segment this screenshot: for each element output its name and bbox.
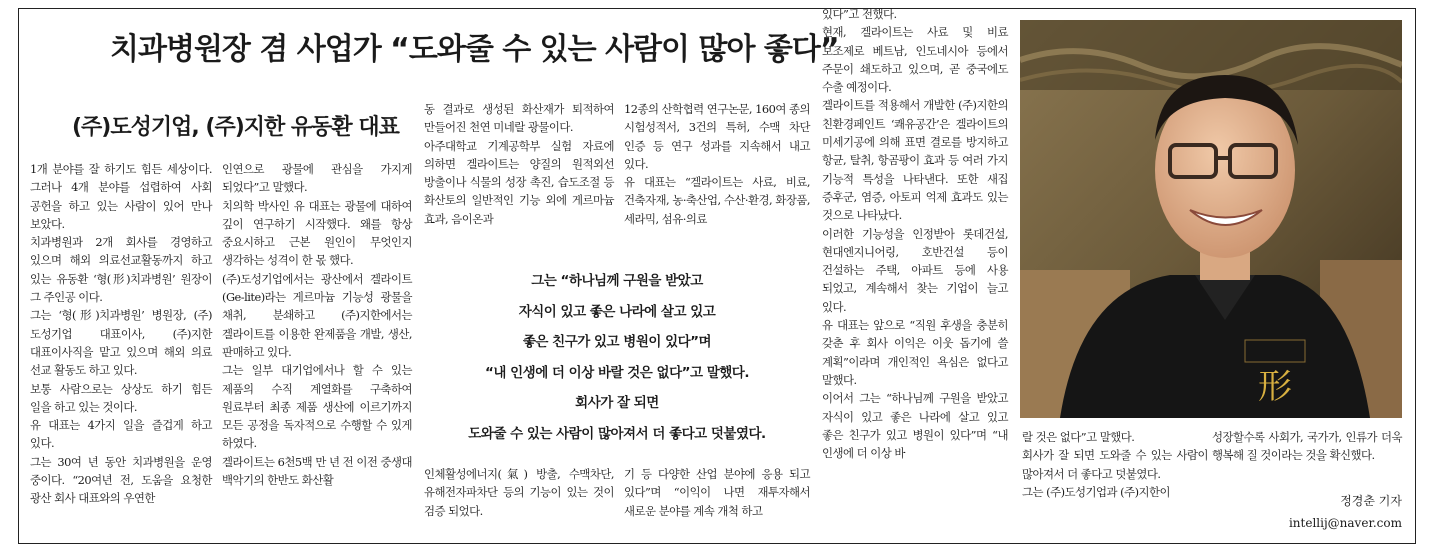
paragraph: 이러한 기능성을 인정받아 롯데건설, 현대엔지니어링, 호반건설 등이 건설하는 주택, 아파트 등에 사용 되었고, 계속해서 찾는 기업이 늘고 있다.	[822, 226, 1008, 314]
pull-quote-line: 회사가 잘 되면	[575, 395, 659, 411]
paragraph: 보통 사람으로는 상상도 하기 힘든 일을 하고 있는 것이다.	[30, 381, 212, 414]
paragraph: 겔라이트를 적용해서 개발한 (주)지한의 친환경페인트 ‘쾌유공간’은 겔라이트의 미세기공에 의해 표면 결로를 방지하고 항균, 탈취, 항곰팡이 효과 등 여러 가지 기능적 특성을 나타낸다. 또한 새집 증후군, 염증, 아토피 억제 효과도 있는 것으로 나타났다.	[822, 98, 1008, 223]
pull-quote-line: 도와줄 수 있는 사람이 많아져서 더 좋다고 덧붙였다.	[468, 425, 766, 442]
body-column-7	[1212, 428, 1402, 465]
headline: 치과병원장 겸 사업가 “도와줄 수 있는 사람이 많아 좋다”	[110, 32, 839, 67]
paragraph: 동 결과로 생성된 화산재가 퇴적하여 만들어진 천연 미네랄 광물이다.	[424, 102, 614, 135]
paragraph: 유 대표는 “겔라이트는 사료, 비료, 건축자재, 농·축산업, 수산·환경, 화장품, 세라믹, 섬유·의료	[624, 175, 810, 226]
paragraph: 1개 분야를 잘 하기도 힘든 세상이다. 그러나 4개 분야를 섭렵하여 사회 공헌을 하고 있는 사람이 있어 만나 보았다.	[30, 162, 212, 231]
paragraph: 유 대표는 4가지 일을 즐겁게 하고 있다.	[30, 418, 212, 451]
paragraph: 성장할수록 사회가, 국가가, 인류가 더욱 행복해 질 것이라는 것을 확신했다.	[1212, 430, 1402, 463]
paragraph: 겔라이트는 6천5백 만 년 전 이전 중생대 백악기의 한반도 화산활	[222, 454, 412, 488]
body-column-5	[822, 5, 1008, 462]
paragraph: (주)도성기업에서는 광산에서 겔라이트(Ge-lite)라는 게르마늄 기능성 광물을 채취, 분쇄하고 (주)지한에서는 겔라이트를 이용한 완제품을 개발, 생산, 판매하고 있다.	[222, 271, 412, 359]
paragraph: 치과병원과 2개 회사를 경영하고 있으며 해외 의료선교활동까지 하고 있는 유동환 ‘형(形)치과병원’ 원장이 그 주인공 이다.	[30, 235, 212, 305]
portrait-photo	[1020, 20, 1402, 418]
reporter-email: intellij@naver.com	[1288, 516, 1402, 530]
paragraph: 아주대학교 기계공학부 실험 자료에 의하면 겔라이트는 양질의 원적외선 방출이나 식물의 성장 촉진, 습도조절 등 화산토의 일반적인 기능 외에 게르마늄 효과, 음이온과	[424, 138, 614, 226]
paragraph: 있다”고 전했다.	[822, 7, 897, 21]
paragraph: 기 등 다양한 산업 분야에 응용 되고 있다”며 “이익이 나면 재투자해서 새로운 분야를 계속 개척 하고	[624, 467, 810, 518]
body-column-4	[624, 100, 810, 228]
paragraph: 이어서 그는 “하나님께 구원을 받았고 자식이 있고 좋은 나라에 살고 있고 좋은 친구가 있고 병원이 있다”며 “내 인생에 더 이상 바	[822, 391, 1008, 461]
body-column-1	[30, 160, 212, 508]
portrait-illustration	[1020, 20, 1402, 418]
reporter-name: 정경춘 기자	[1340, 494, 1402, 508]
byline: (주)도성기업, (주)지한 유동환 대표	[72, 115, 399, 140]
paragraph: 랄 것은 없다”고 말했다.	[1022, 430, 1135, 444]
pull-quote-line: 자식이 있고 좋은 나라에 살고 있고	[518, 303, 716, 320]
paragraph: 인연으로 광물에 관심을 가지게 되었다”고 말했다.	[222, 162, 412, 195]
paragraph: 유 대표는 앞으로 “직원 후생을 충분히 갖춘 후 회사 이익은 이웃 돕기에 쓸 계획”이라며 개인적인 욕심은 없다고 말했다.	[822, 318, 1008, 387]
paragraph: 12종의 산학협력 연구논문, 160여 종의 시험성적서, 3건의 특허, 수맥 차단 인증 등 연구 성과를 지속해서 내고 있다.	[624, 102, 810, 171]
pull-quote-line: 그는 “하나님께 구원을 받았고	[531, 273, 703, 289]
pull-quote-line: 좋은 친구가 있고 병원이 있다”며	[522, 334, 712, 350]
body-column-4-bottom	[624, 465, 810, 520]
paragraph: 그는 30여 년 동안 치과병원을 운영 중이다. “20여년 전, 도움을 요청한 광산 회사 대표와의 우연한	[30, 454, 212, 506]
paragraph: 회사가 잘 되면 도와줄 수 있는 사람이 많아져서 더 좋다고 덧붙였다.	[1022, 448, 1208, 481]
pull-quote-line: “내 인생에 더 이상 바랄 것은 없다”고 말했다.	[485, 364, 749, 381]
pull-quote	[424, 266, 810, 449]
reporter-credit	[1212, 490, 1402, 534]
body-column-3	[424, 100, 614, 228]
body-column-2	[222, 160, 412, 489]
paragraph: 그는 일부 대기업에서나 할 수 있는 제품의 수직 계열화를 구축하여 원료부터 최종 제품 생산에 이르기까지 모든 공정을 독자적으로 수행할 수 있게 하였다.	[222, 363, 412, 451]
paragraph: 인체활성에너지(氣) 방출, 수맥차단, 유해전자파차단 등의 기능이 있는 것이 검증 되었다.	[424, 467, 614, 518]
body-column-3-bottom	[424, 465, 614, 520]
paragraph: 치의학 박사인 유 대표는 광물에 대하여 깊이 연구하기 시작했다. 왜를 항상 중요시하고 근본 원인이 무엇인지 생각하는 성격이 한 몫 했다.	[222, 198, 412, 268]
body-column-6	[1022, 428, 1208, 501]
paragraph: 현재, 겔라이트는 사료 및 비료 보조제로 베트남, 인도네시아 등에서 주문이 쇄도하고 있으며, 곧 중국에도 수출 예정이다.	[822, 25, 1008, 95]
paragraph: 그는 ‘형(形)치과병원’ 병원장, (주)도성기업 대표이사, (주)지한 대표이사직을 맡고 있으며 해외 의료 선교 활동도 하고 있다.	[30, 308, 212, 378]
paragraph: 그는 (주)도성기업과 (주)지한이	[1022, 484, 1171, 499]
photo-logo-text: 形	[1258, 367, 1292, 407]
